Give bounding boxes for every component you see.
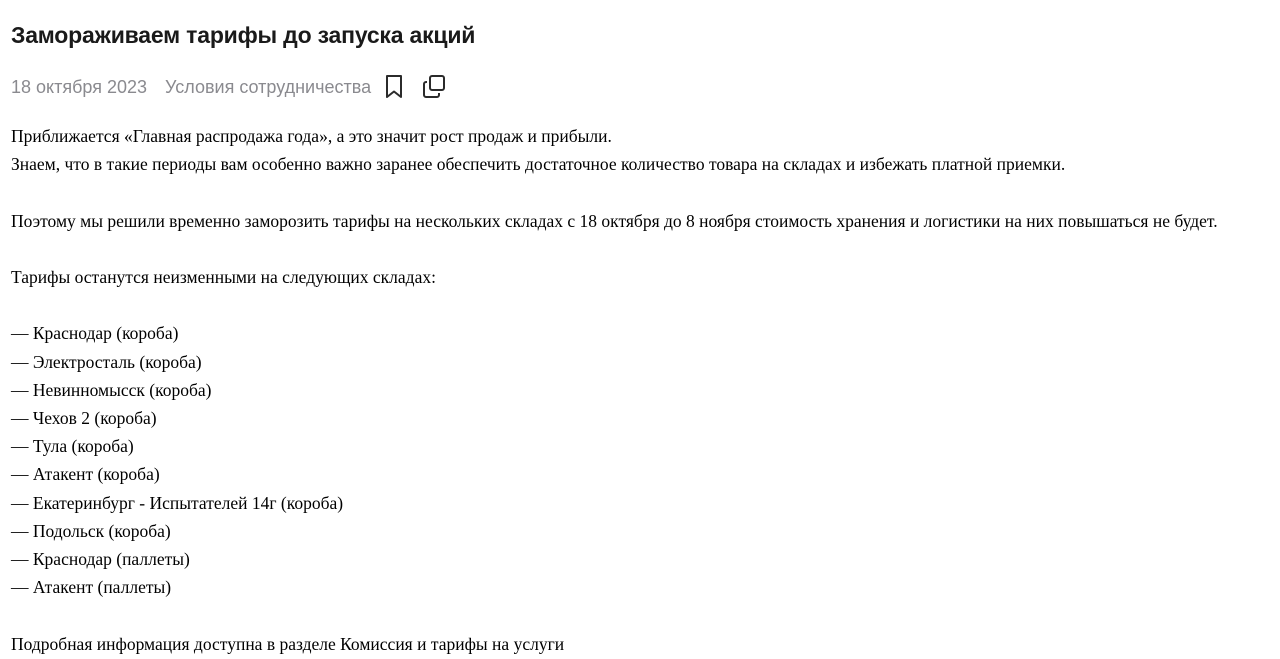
paragraph-gap bbox=[11, 601, 1276, 629]
intro-paragraph-line-2: Знаем, что в такие периоды вам особенно важно заранее обеспечить достаточное количество товара на складах и избежать платной приемки. bbox=[11, 154, 1066, 175]
copy-link-button[interactable] bbox=[421, 72, 447, 102]
bookmark-button[interactable] bbox=[381, 72, 407, 102]
warehouse-list bbox=[11, 319, 1276, 601]
list-item: — Краснодар (паллеты) bbox=[11, 549, 190, 569]
paragraph-gap bbox=[11, 178, 1276, 206]
article-title: Замораживаем тарифы до запуска акций bbox=[11, 22, 476, 48]
list-heading: Тарифы останутся неизменными на следующих складах: bbox=[11, 266, 436, 287]
article-category-link[interactable]: Условия сотрудничества bbox=[165, 76, 372, 97]
copy-icon bbox=[421, 74, 447, 100]
list-item: — Краснодар (короба) bbox=[11, 323, 179, 344]
article-date: 18 октября 2023 bbox=[11, 76, 148, 97]
list-item: — Атакент (короба) bbox=[11, 464, 160, 485]
list-item: — Невинномысск (короба) bbox=[11, 379, 212, 400]
article-meta bbox=[11, 72, 447, 102]
intro-paragraph-line-1: Приближается «Главная распродажа года», а это значит рост продаж и прибыли. bbox=[11, 126, 612, 146]
list-item: — Тула (короба) bbox=[11, 436, 134, 457]
paragraph-gap bbox=[11, 291, 1276, 319]
decision-paragraph: Поэтому мы решили временно заморозить тарифы на нескольких складах с 18 октября до 8 ноября стоимость хранения и логистики на них повышаться не будет. bbox=[11, 210, 1218, 231]
list-item: — Чехов 2 (короба) bbox=[11, 407, 157, 428]
article-body bbox=[11, 122, 1276, 658]
bookmark-icon bbox=[384, 74, 404, 100]
list-item: — Атакент (паллеты) bbox=[11, 577, 172, 598]
list-item: — Электросталь (короба) bbox=[11, 351, 202, 372]
footer-paragraph: Подробная информация доступна в разделе Комиссия и тарифы на услуги bbox=[11, 633, 565, 654]
list-item: — Екатеринбург - Испытателей 14г (короба) bbox=[11, 492, 344, 513]
paragraph-gap bbox=[11, 235, 1276, 263]
list-item: — Подольск (короба) bbox=[11, 520, 171, 541]
